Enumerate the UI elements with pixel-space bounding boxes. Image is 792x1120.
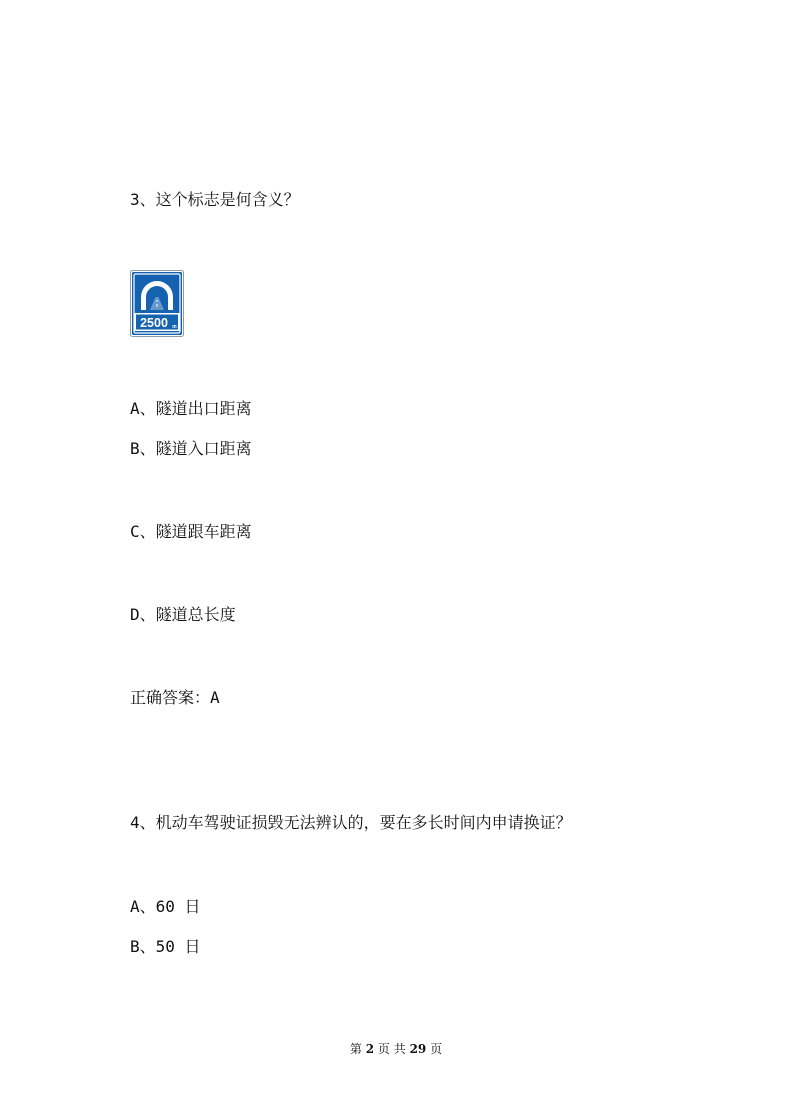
sign-unit: m	[172, 324, 177, 330]
page-footer	[0, 1041, 792, 1057]
footer-middle: 页 共	[377, 1042, 406, 1056]
footer-suffix: 页	[430, 1042, 443, 1056]
option-b: B、隧道入口距离	[130, 439, 252, 458]
question-4: 4、机动车驾驶证损毁无法辨认的，要在多长时间内申请换证？	[130, 813, 572, 832]
sign-distance: 2500	[140, 316, 168, 330]
option-d: D、隧道总长度	[130, 605, 236, 624]
option-a: A、隧道出口距离	[130, 399, 252, 418]
footer-prefix: 第	[349, 1042, 362, 1056]
option-c: C、隧道跟车距离	[130, 522, 252, 541]
tunnel-sign-icon	[130, 270, 184, 337]
page-total: 29	[409, 1042, 427, 1056]
q4-option-a: A、60 日	[130, 897, 201, 916]
q4-option-b: B、50 日	[130, 937, 201, 956]
question-3: 3、这个标志是何含义？	[130, 190, 300, 209]
correct-answer: 正确答案：A	[130, 688, 220, 707]
page-number: 2	[365, 1042, 375, 1056]
